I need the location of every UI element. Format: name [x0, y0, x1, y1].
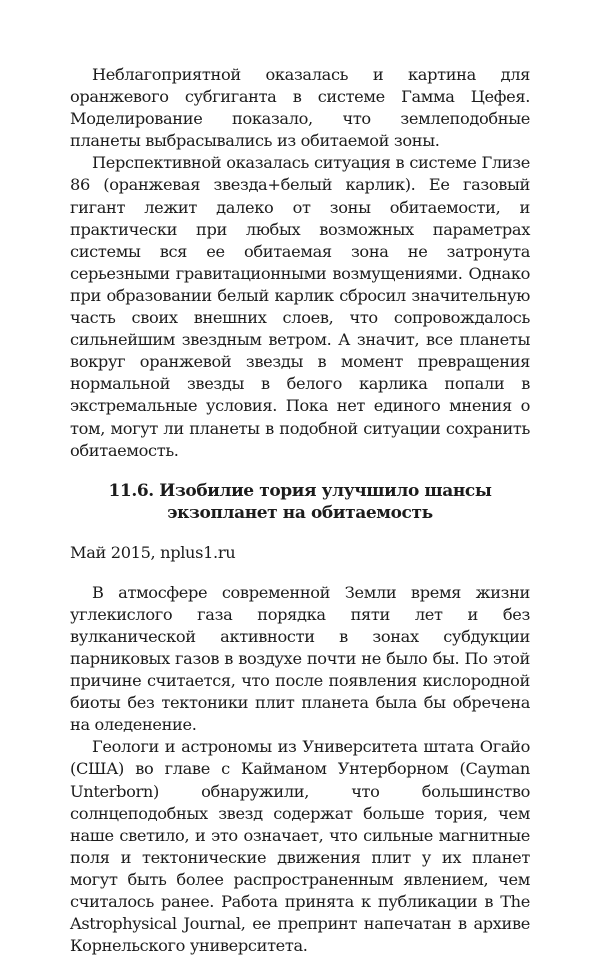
paragraph-gamma-cephei: Неблагоприятной оказалась и картина для оранжевого субгиганта в системе Гамма Цефея. Моделирование показало, что землеподобные планеты выбрасывались из обитаемой зоны. [70, 65, 530, 151]
spacer [70, 564, 530, 582]
section-heading: 11.6. Изобилие тория улучшило шансы экзопланет на обитаемость [108, 480, 492, 524]
paragraph-thorium-discovery: Геологи и астрономы из Университета штата Огайо (США) во главе с Кайманом Унтерборном (Cayman Unterborn) обнаружили, что большинство солнцеподобных звезд содержат больше тория, чем наше светило, и это означает, что сильные магнитные поля и тектонические движения плит у их планет могут быть более распространенным явлением, чем считалось ранее. Работа принята к публикации в The Astrophysical Journal, ее препринт напечатан в архиве Корнельского университета. [70, 737, 530, 956]
paragraph-gliese-86: Перспективной оказалась ситуация в системе Глизе 86 (оранжевая звезда+белый карлик). Ее газовый гигант лежит далеко от зоны обитаемости, и практически при любых возможных параметрах системы вся ее обитаемая зона не затронута серьезными гравитационными возмущениями. Однако при образовании белый карлик сбросил значительную часть своих внешних слоев, что сопровождалось сильнейшим звездным ветром. А значит, все планеты вокруг оранжевой звезды в момент превращения нормальной звезды в белого карлика попали в экстремальные условия. Пока нет единого мнения о том, могут ли планеты в подобной ситуации сохранить обитаемость. [70, 153, 530, 460]
paragraph-co2-lifetime: В атмосфере современной Земли время жизни углекислого газа порядка пяти лет и без вулканической активности в зонах субдукции парниковых газов в воздухе почти не было бы. По этой причине считается, что после появления кислородной биоты без тектоники плит планета была бы обречена на оледенение. [70, 582, 530, 735]
book-page [70, 64, 530, 957]
source-line: Май 2015, nplus1.ru [70, 542, 236, 562]
